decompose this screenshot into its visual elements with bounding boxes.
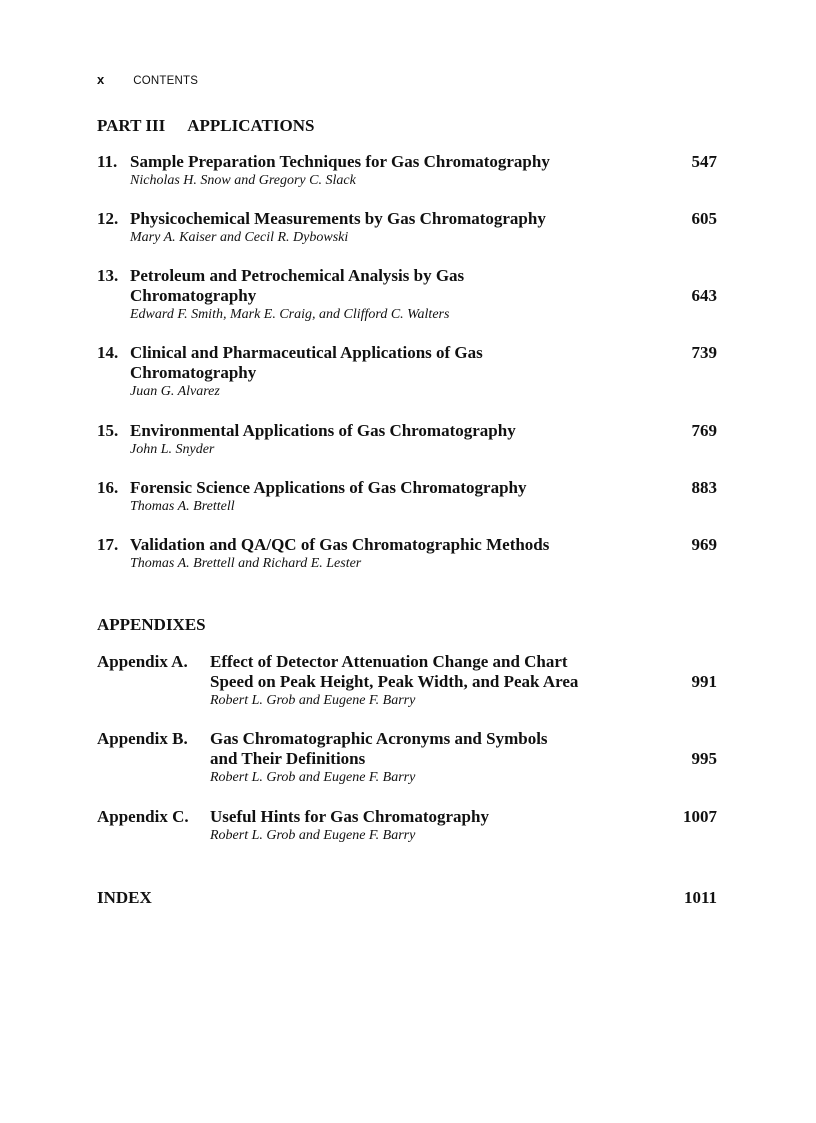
- chapter-page: 969: [691, 535, 717, 554]
- index-entry[interactable]: INDEX: [97, 888, 152, 907]
- toc-entry-chapter-15[interactable]: [97, 421, 717, 459]
- running-header-label: CONTENTS: [133, 75, 199, 87]
- appendix-label: Appendix B.: [97, 729, 188, 748]
- appendix-title: Useful Hints for Gas Chromatography: [210, 807, 489, 826]
- appendix-authors: Robert L. Grob and Eugene F. Barry: [210, 828, 416, 843]
- part-title: APPLICATIONS: [187, 116, 315, 135]
- appendix-title: Gas Chromatographic Acronyms and Symbols: [210, 729, 548, 748]
- appendix-title-continued: and Their Definitions: [210, 749, 366, 768]
- chapter-title: Environmental Applications of Gas Chromatography: [130, 421, 516, 440]
- toc-entry-chapter-16[interactable]: [97, 478, 717, 516]
- appendix-page: 991: [691, 672, 717, 691]
- appendix-title-continued: Speed on Peak Height, Peak Width, and Peak Area: [210, 672, 579, 691]
- chapter-title-continued: Chromatography: [130, 286, 257, 305]
- toc-entry-chapter-11[interactable]: [97, 152, 717, 190]
- chapter-number: 17.: [97, 535, 119, 554]
- chapter-page: 643: [691, 286, 717, 305]
- appendixes-heading: APPENDIXES: [97, 615, 206, 634]
- toc-entry-chapter-14[interactable]: [97, 343, 717, 401]
- chapter-page: 739: [691, 343, 717, 362]
- chapter-title: Clinical and Pharmaceutical Applications of Gas: [130, 343, 483, 362]
- appendix-label: Appendix C.: [97, 807, 189, 826]
- chapter-number: 14.: [97, 343, 119, 362]
- chapter-number: 12.: [97, 209, 119, 228]
- chapter-number: 15.: [97, 421, 119, 440]
- toc-entry-appendix-c[interactable]: [97, 807, 717, 845]
- chapter-title: Physicochemical Measurements by Gas Chromatography: [130, 209, 546, 228]
- index-page: 1011: [683, 888, 717, 907]
- chapter-title-continued: Chromatography: [130, 363, 257, 382]
- appendix-authors: Robert L. Grob and Eugene F. Barry: [210, 693, 416, 708]
- toc-entry-chapter-17[interactable]: [97, 535, 717, 573]
- running-header: [97, 72, 198, 88]
- chapter-page: 769: [691, 421, 717, 440]
- chapter-number: 11.: [97, 152, 118, 171]
- toc-entry-appendix-a[interactable]: [97, 652, 717, 710]
- appendix-page: 1007: [683, 807, 717, 826]
- chapter-title: Forensic Science Applications of Gas Chromatography: [130, 478, 527, 497]
- part-number: PART III: [97, 116, 166, 135]
- chapter-page: 883: [691, 478, 717, 497]
- chapter-page: 547: [691, 152, 717, 171]
- chapter-page: 605: [691, 209, 717, 228]
- chapter-authors: Thomas A. Brettell and Richard E. Lester: [130, 556, 362, 571]
- chapter-number: 16.: [97, 478, 119, 497]
- chapter-authors: John L. Snyder: [130, 442, 215, 457]
- appendix-authors: Robert L. Grob and Eugene F. Barry: [210, 770, 416, 785]
- chapter-title: Sample Preparation Techniques for Gas Chromatography: [130, 152, 550, 171]
- chapter-authors: Edward F. Smith, Mark E. Craig, and Clifford C. Walters: [130, 307, 450, 322]
- appendix-title: Effect of Detector Attenuation Change and Chart: [210, 652, 568, 671]
- toc-entry-chapter-13[interactable]: [97, 266, 717, 324]
- toc-entry-chapter-12[interactable]: [97, 209, 717, 247]
- chapter-authors: Mary A. Kaiser and Cecil R. Dybowski: [130, 230, 349, 245]
- chapter-authors: Juan G. Alvarez: [130, 384, 220, 399]
- chapter-number: 13.: [97, 266, 119, 285]
- chapter-title: Validation and QA/QC of Gas Chromatographic Methods: [130, 535, 550, 554]
- chapter-title: Petroleum and Petrochemical Analysis by Gas: [130, 266, 465, 285]
- page-number: x: [97, 72, 105, 87]
- appendix-page: 995: [691, 749, 717, 768]
- part-heading: [97, 116, 314, 136]
- chapter-authors: Thomas A. Brettell: [130, 499, 235, 514]
- chapter-authors: Nicholas H. Snow and Gregory C. Slack: [130, 173, 356, 188]
- appendix-label: Appendix A.: [97, 652, 188, 671]
- toc-entry-appendix-b[interactable]: [97, 729, 717, 787]
